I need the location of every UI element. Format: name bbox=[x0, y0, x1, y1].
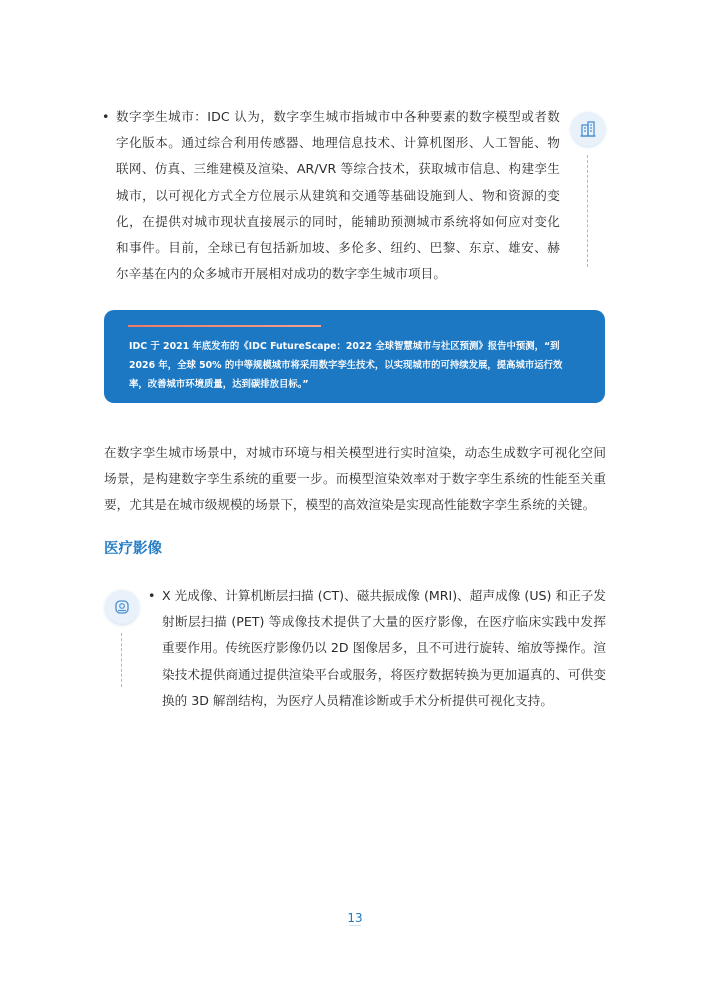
page-number-underline bbox=[349, 925, 361, 926]
bullet-marker: • bbox=[148, 588, 156, 603]
digital-twin-city-text: 数字孪生城市：IDC 认为，数字孪生城市指城市中各种要素的数字模型或者数字化版本。通过综合利用传感器、地理信息技术、计算机图形、人工智能、物联网、仿真、三维建模及渲染、AR/VR 等综合技术，获取城市信息、构建孪生城市，以可视化方式全方位展示从建筑和交通等基础设施到人、物和资源的变化，在提供对城市现状直接展示的同时，能辅助预测城市系统将如何应对变化和事件。目前，全球已有包括新加坡、多伦多、纽约、巴黎、东京、雄安、赫尔辛基在内的众多城市开展相对成功的数字孪生城市项目。 bbox=[116, 109, 560, 282]
digital-twin-city-section bbox=[102, 104, 560, 287]
quote-callout-box bbox=[104, 310, 605, 403]
rendering-paragraph: 在数字孪生城市场景中，对城市环境与相关模型进行实时渲染，动态生成数字可视化空间场景，是构建数字孪生系统的重要一步。而模型渲染效率对于数字孪生系统的性能至关重要，尤其是在城市级规模的场景下，模型的高效渲染是实现高性能数字孪生系统的关键。 bbox=[104, 445, 606, 513]
decorative-dashed-line bbox=[587, 155, 588, 267]
building-icon bbox=[571, 112, 605, 146]
decorative-dashed-line bbox=[121, 633, 122, 687]
medical-imaging-text: X 光成像、计算机断层扫描 (CT)、磁共振成像 (MRI)、超声成像 (US) 和正子发射断层扫描 (PET) 等成像技术提供了大量的医疗影像，在医疗临床实践中发挥重要作用。传统医疗影像仍以 2D 图像居多，且不可进行旋转、缩放等操作。渲染技术提供商通过提供渲染平台或服务，将医疗数据转换为更加逼真的、可供变换的 3D 解剖结构，为医疗人员精准诊断或手术分析提供可视化支持。 bbox=[162, 588, 606, 708]
scanner-icon bbox=[105, 590, 139, 624]
quote-text: IDC 于 2021 年底发布的《IDC FutureScape：2022 全球智慧城市与社区预测》报告中预测，“到 2026 年，全球 50% 的中等规模城市将采用数字孪生技术，以实现城市的可持续发展，提高城市运行效率，改善城市环境质量，达到碳排放目标。” bbox=[129, 341, 563, 390]
quote-accent-line bbox=[128, 325, 321, 327]
medical-imaging-section bbox=[148, 583, 606, 714]
bullet-marker: • bbox=[102, 109, 110, 124]
page-number: 13 bbox=[347, 911, 363, 925]
section-heading-medical-imaging: 医疗影像 bbox=[104, 541, 162, 557]
